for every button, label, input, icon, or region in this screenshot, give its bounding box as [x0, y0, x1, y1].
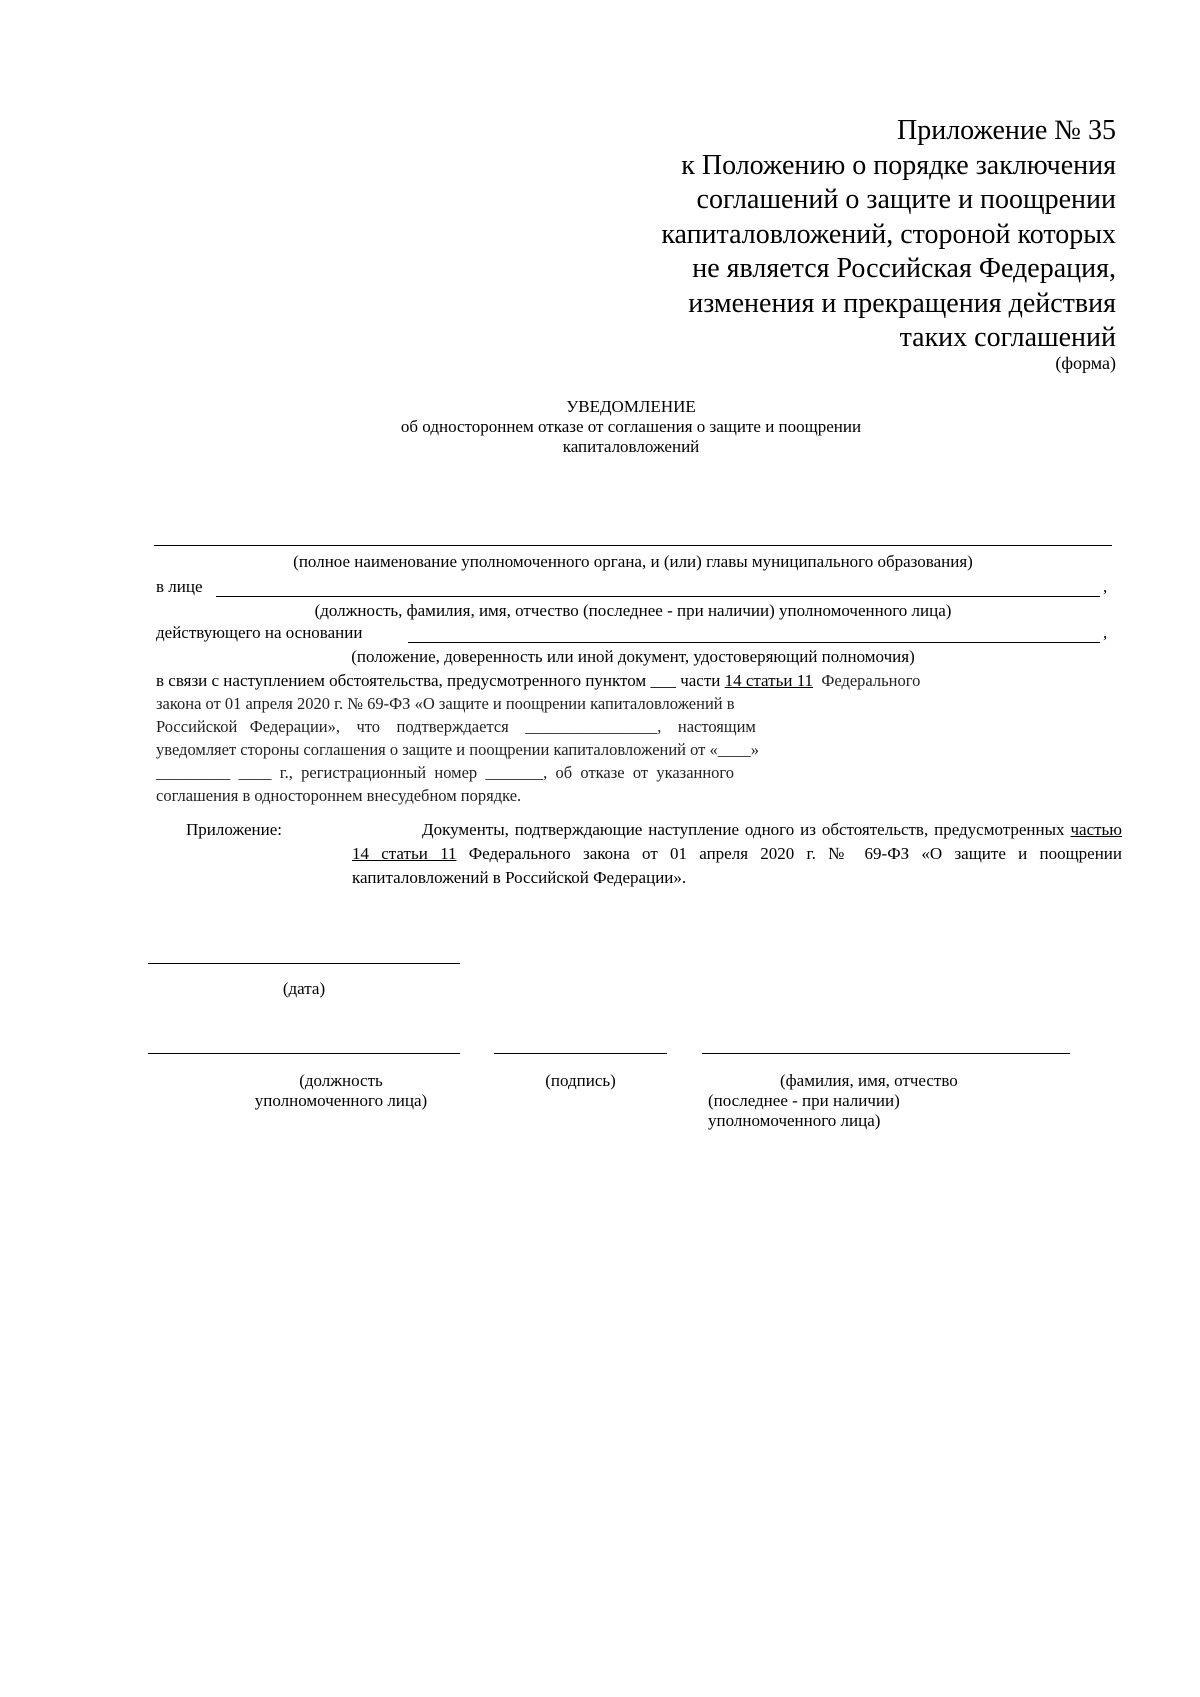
header-line: капиталовложений, стороной которых [661, 218, 1116, 250]
basis-caption: (положение, доверенность или иной документ, удостоверяющий полномочия) [351, 647, 915, 666]
header-line: к Положению о порядке заключения [681, 149, 1116, 181]
title-main: УВЕДОМЛЕНИЕ [566, 397, 696, 416]
caption-line: (должность [299, 1071, 383, 1090]
person-caption: (должность, фамилия, имя, отчество (последнее - при наличии) уполномоченного лица) [314, 601, 952, 620]
name-caption [708, 1071, 958, 1131]
signature-caption: (подпись) [545, 1071, 616, 1090]
body-line-5: _________ ____ г., регистрационный номер _______, об отказе от указанного [156, 763, 735, 782]
header-line: не является Российская Федерация, [692, 253, 1116, 284]
in-person-label: в лице [156, 577, 203, 596]
body-line-1 [156, 669, 1120, 692]
date-field[interactable] [148, 963, 460, 964]
position-caption [148, 1071, 534, 1111]
person-field[interactable] [216, 596, 1100, 597]
law-article-link[interactable]: 14 статьи 11 [724, 671, 814, 690]
signature-field[interactable] [494, 1053, 667, 1054]
header-line: соглашений о защите и поощрении [696, 184, 1116, 215]
full-name-field[interactable] [702, 1053, 1070, 1054]
caption-line: (последнее - при наличии) [708, 1091, 900, 1110]
document-title [150, 397, 1112, 457]
body-line-2: закона от 01 апреля 2020 г. № 69-ФЗ «О защите и поощрении капиталовложений в [156, 694, 735, 713]
body-line-6: соглашения в одностороннем внесудебном порядке. [156, 786, 522, 805]
header-line: таких соглашений [899, 322, 1116, 353]
body-text: в связи с наступлением обстоятельства, предусмотренного пунктом ___ части [156, 671, 725, 690]
title-subtitle: об одностороннем отказе от соглашения о защите и поощрении [400, 417, 862, 436]
appendix-text [352, 818, 1122, 890]
law-article-link[interactable]: частью 14 статьи 11 [352, 820, 1122, 863]
position-field[interactable] [148, 1053, 460, 1054]
header-line: изменения и прекращения действия [688, 287, 1116, 319]
body-text: Федерального [813, 671, 921, 690]
org-name-caption: (полное наименование уполномоченного органа, и (или) главы муниципального образования) [293, 552, 973, 571]
title-subtitle: капиталовложений [562, 437, 700, 456]
caption-line: уполномоченного лица) [254, 1091, 428, 1110]
body-line-3: Российской Федерации», что подтверждается ________________, настоящим [156, 717, 756, 736]
caption-line: уполномоченного лица) [708, 1111, 881, 1130]
appendix-text-part: Документы, подтверждающие наступление одного из обстоятельств, предусмотренных [422, 820, 1071, 839]
acting-basis-label: действующего на основании [156, 623, 363, 642]
date-caption: (дата) [282, 979, 326, 998]
org-name-field[interactable] [154, 545, 1112, 546]
form-label: (форма) [1055, 353, 1116, 373]
document-header [516, 114, 1116, 356]
body-line-4: уведомляет стороны соглашения о защите и поощрении капиталовложений от «____» [156, 740, 759, 759]
comma: , [1103, 577, 1108, 596]
appendix-label: Приложение: [186, 820, 282, 839]
comma: , [1103, 623, 1108, 642]
appendix-number: Приложение № 35 [897, 115, 1116, 146]
appendix-text-part: Федерального закона от 01 апреля 2020 г. № 69-ФЗ «О защите и поощрении капиталовложений в Российской Федерации». [352, 844, 1122, 887]
caption-line: (фамилия, имя, отчество [780, 1071, 958, 1090]
basis-field[interactable] [408, 642, 1100, 643]
